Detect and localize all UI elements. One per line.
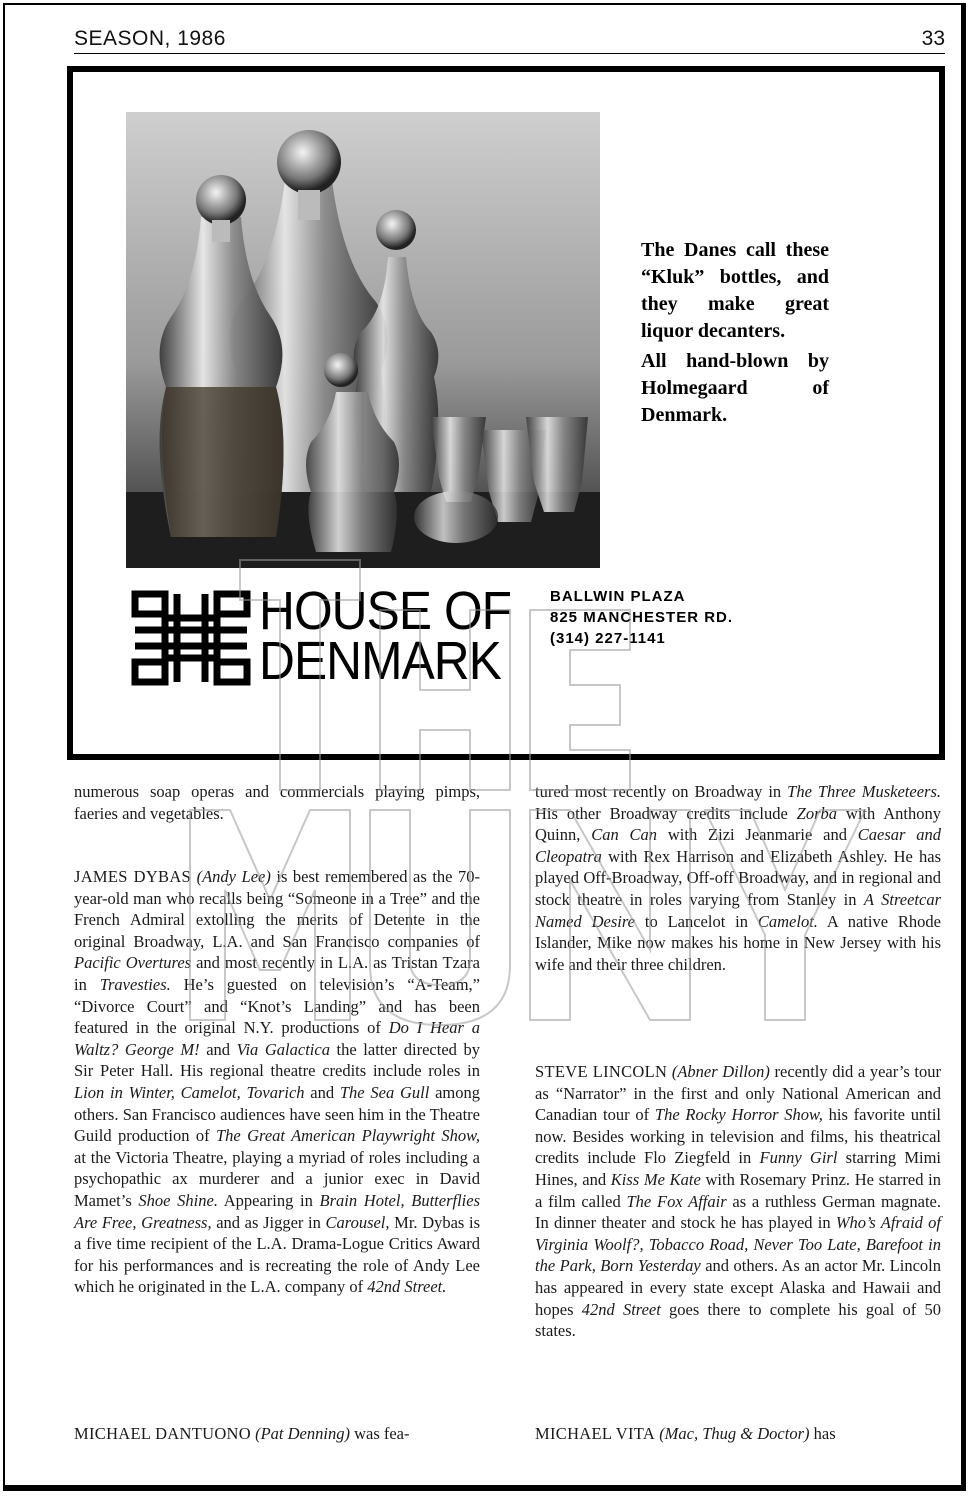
title-italic: Can Can xyxy=(591,825,658,845)
title-italic: Pacific Overtures xyxy=(74,953,192,973)
ad-copy-paragraph: All hand-blown by Holmegaard of Denmark. xyxy=(641,350,829,426)
bio-text: and xyxy=(199,1039,237,1059)
bio-text: at the Victoria Theatre, playing a myriad of roles including a psychopathic ax murderer and a junior exec in David Mamet’s xyxy=(74,1147,480,1210)
bio-text: goes there to complete his goal of 50 states. xyxy=(535,1299,941,1341)
bio-paragraph xyxy=(535,1061,941,1342)
bio-dantuono-continued xyxy=(535,781,941,975)
bio-text: tured most recently on Broadway in xyxy=(535,782,788,801)
bio-text: and others. As an actor Mr. Lincoln has appeared in every state except Alaska and Hawaii and hopes xyxy=(535,1256,941,1319)
title-italic: Funny Girl xyxy=(759,1148,838,1168)
bio-paragraph xyxy=(74,1423,480,1445)
store-address xyxy=(550,586,733,649)
title-italic: Carousel, xyxy=(325,1212,390,1232)
bio-text: his favorite until now. Besides working in television and films, his theatrical credits include Flo Ziegfeld in xyxy=(535,1105,941,1168)
bio-text: as a ruthless German magnate. In dinner theater and stock he has played in xyxy=(535,1191,941,1233)
bio-text: and xyxy=(304,1082,340,1102)
actor-name: STEVE LINCOLN xyxy=(535,1062,668,1081)
title-italic: 42nd Street. xyxy=(367,1277,447,1297)
bio-text: Mr. Dybas is a five time recipient of the L.A. Drama-Logue Critics Award for his performances and is recreating the role of Andy Lee which he originated in the L.A. company of xyxy=(74,1212,480,1297)
header-rule xyxy=(74,53,945,54)
bio-text: His other Broadway credits include xyxy=(535,803,797,823)
title-italic: Lion in Winter, Camelot, Tovarich xyxy=(74,1082,305,1102)
address-line: 825 MANCHESTER RD. xyxy=(550,609,734,626)
store-name xyxy=(259,581,512,691)
bio-paragraph xyxy=(535,1423,941,1445)
title-italic: Who’s Afraid of Virginia Woolf?, Tobacco Road, Never Too Late, Barefoot in the Park, Born Yesterday xyxy=(535,1213,941,1276)
title-italic: The Three Musketeers. xyxy=(787,782,941,801)
title-italic: Via Galactica xyxy=(236,1039,330,1059)
running-header: SEASON, 1986 xyxy=(74,27,226,50)
title-italic: Kiss Me Kate xyxy=(610,1169,701,1189)
ad-copy xyxy=(641,237,829,432)
title-italic: The Rocky Horror Show, xyxy=(654,1105,823,1125)
bio-text: to Lancelot in xyxy=(635,911,758,931)
bio-text: with Rex Harrison and Elizabeth Ashley. He has played Off-Broadway, Off-off Broadway, and in regional and stock theatre in roles varying from Stanley in xyxy=(535,846,941,909)
title-italic: The Sea Gull xyxy=(339,1082,430,1102)
bio-michael-dantuono xyxy=(74,1423,480,1445)
actor-name: MICHAEL DANTUONO xyxy=(74,1424,251,1443)
bio-text: Appearing in xyxy=(217,1190,320,1210)
advertisement xyxy=(67,66,945,760)
bio-paragraph xyxy=(535,781,941,975)
title-italic: Zorba xyxy=(796,803,838,823)
title-italic: Do I Hear a Waltz? George M! xyxy=(74,1018,481,1059)
title-italic: Shoe Shine. xyxy=(138,1190,218,1210)
title-italic: The Fox Affair xyxy=(626,1191,727,1211)
page-number: 33 xyxy=(921,27,945,50)
title-italic: A Streetcar Named Desire xyxy=(535,889,941,931)
phone-number: (314) 227-1141 xyxy=(550,630,666,647)
ad-copy-paragraph: The Danes call these “Kluk” bottles, and they make great liquor decanters. xyxy=(641,239,829,342)
store-name-line: HOUSE OF xyxy=(259,581,512,641)
bio-text: starring Mimi Hines, and xyxy=(535,1148,941,1189)
bio-text: among others. San Francisco audiences have seen him in the Theatre Guild production of xyxy=(74,1082,480,1146)
decanters-illustration xyxy=(126,112,600,568)
bio-text: is best remembered as the 70-year-old man who recalls being “Someone in a Tree” and the French Admiral extolling the merits of Detente in the original Broadway, L.A. and San Francisco companies of xyxy=(74,867,481,951)
title-italic: Camelot. xyxy=(757,911,818,931)
bio-text: with Zizi Jeanmarie and xyxy=(657,825,858,845)
bio-text: was fea- xyxy=(349,1424,410,1443)
bio-text: the latter directed by Sir Peter Hall. His regional theatre credits include roles in xyxy=(74,1039,480,1081)
store-name-line: DENMARK xyxy=(259,631,501,691)
title-italic: Travesties. xyxy=(99,974,171,994)
bio-text: with Rosemary Prinz. He starred in a film called xyxy=(535,1169,941,1211)
bio-text: with Anthony Quinn, xyxy=(535,803,941,845)
role: (Mac, Thug & Doctor) xyxy=(659,1424,810,1443)
role: (Andy Lee) xyxy=(196,867,271,886)
bio-steve-lincoln xyxy=(535,1061,941,1342)
bio-text: He’s guested on television’s “A-Team,” “Divorce Court” and “Knot’s Landing” and has been featured in the original N.Y. productions of xyxy=(74,974,480,1038)
bio-text: recently did a year’s tour as “Narrator” in the first and only National American and Canadian tour of xyxy=(535,1062,941,1125)
bio-text: A native Rhode Islander, Mike now makes his home in New Jersey with his wife and their three children. xyxy=(535,911,941,974)
decanters-photo xyxy=(126,112,600,568)
house-of-denmark-logo-icon xyxy=(131,590,251,691)
bio-paragraph: numerous soap operas and commercials playing pimps, faeries and vegetables. xyxy=(74,782,480,823)
actor-name: MICHAEL VITA xyxy=(535,1424,656,1443)
actor-name: JAMES DYBAS xyxy=(74,867,192,886)
role: (Abner Dillon) xyxy=(671,1062,770,1081)
title-italic: 42nd Street xyxy=(581,1299,661,1319)
title-italic: The Great American Playwright Show, xyxy=(215,1126,480,1146)
bio-james-dybas xyxy=(74,866,480,1298)
bio-continued xyxy=(74,781,480,824)
bio-text: and most recently in L.A. as Tristan Tzara in xyxy=(74,953,480,994)
title-italic: Caesar and Cleopatra xyxy=(535,825,942,866)
bio-paragraph xyxy=(74,866,480,1298)
bio-michael-vita xyxy=(535,1423,941,1445)
bio-text: and as Jigger in xyxy=(211,1212,326,1232)
address-line: BALLWIN PLAZA xyxy=(550,588,686,605)
bio-text: has xyxy=(809,1424,836,1443)
title-italic: Brain Hotel, Butterflies Are Free, Greatness, xyxy=(74,1190,480,1232)
role: (Pat Denning) xyxy=(255,1424,350,1443)
